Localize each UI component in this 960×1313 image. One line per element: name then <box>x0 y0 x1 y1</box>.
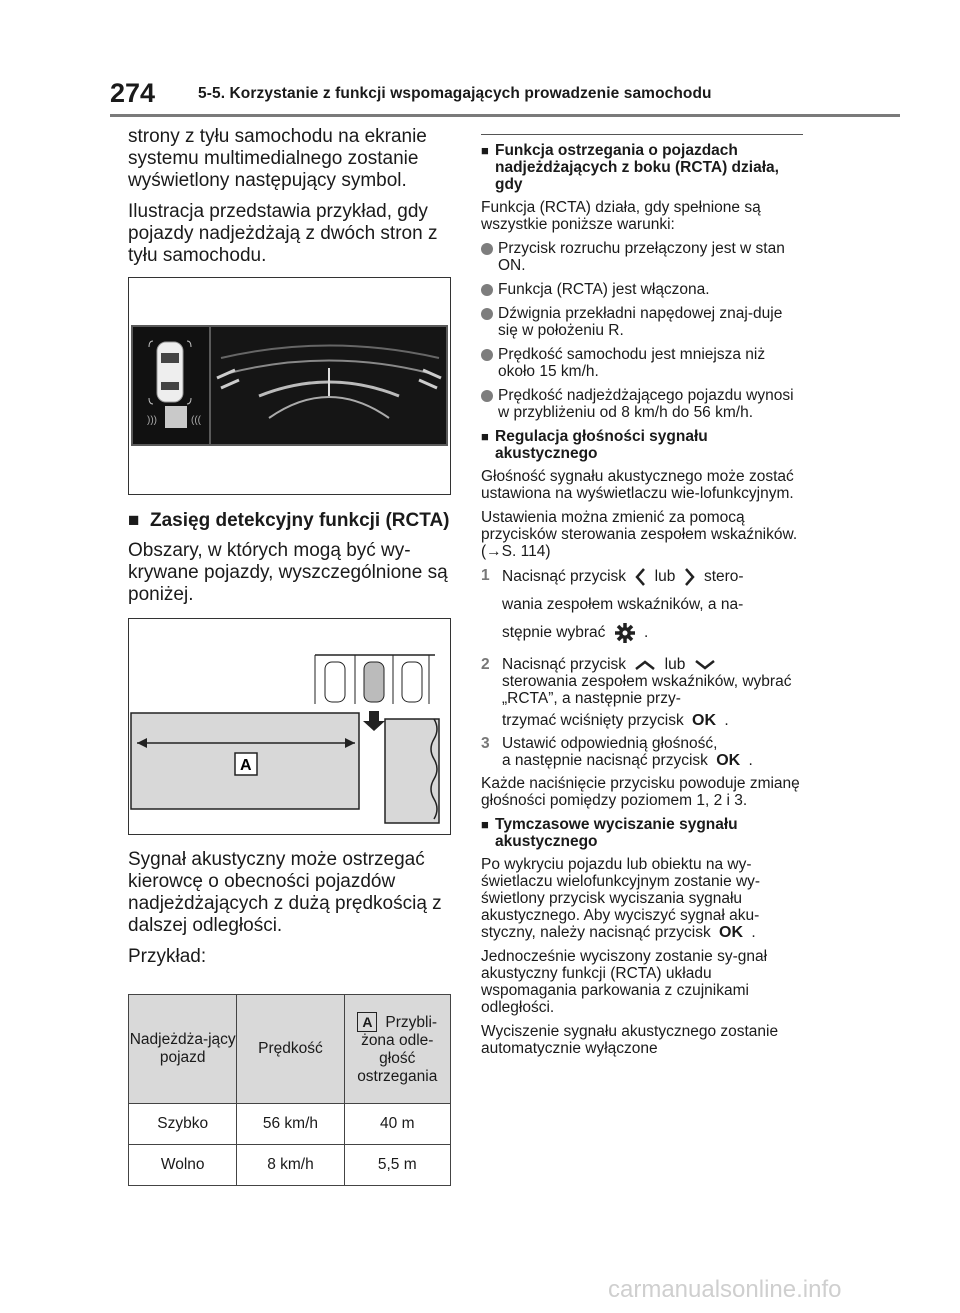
table-cell: Szybko <box>129 1104 237 1145</box>
header-text: Przybli-żona odle-głość ostrzegania <box>357 1014 438 1085</box>
list-item <box>481 305 806 339</box>
section-heading <box>128 509 458 532</box>
step-text: lub <box>654 568 676 586</box>
table-cell: Wolno <box>129 1145 237 1186</box>
step-text: stero- <box>703 568 744 586</box>
step-2 <box>481 656 806 729</box>
step-text: Nacisnąć przycisk <box>502 656 627 673</box>
paragraph: strony z tyłu samochodu na ekranie systemu multimedialnego zostanie wyświetlony następujący symbol. <box>128 126 427 191</box>
paragraph: Głośność sygnału akustycznego może zostać ustawiona na wyświetlaczu wie-lofunkcyjnym. <box>481 468 794 502</box>
heading-marker: ■ <box>481 429 489 444</box>
paragraph: Ilustracja przedstawia przykład, gdy pojazdy nadjeżdżają z dwóch stron z tyłu samochodu. <box>128 201 438 266</box>
svg-text:))): ))) <box>147 415 157 426</box>
section-heading <box>481 816 806 850</box>
step-text: sterowania zespołem wskaźników, wybrać „RCTA”, a następnie przy- <box>502 673 792 707</box>
paragraph-text: Po wykryciu pojazdu lub obiektu na wy-świetlaczu wielofunkcyjnym zostanie wy-świetlony przycisk wyciszania sygnału akustycznego. Aby wyciszyć sygnał aku-styczny, należy nacisnąć przycisk <box>481 856 761 941</box>
step-text: Nacisnąć przycisk <box>502 568 627 586</box>
table-header-cell <box>344 995 450 1104</box>
list-item <box>481 281 806 298</box>
table-header-row <box>129 995 451 1104</box>
table-cell: 56 km/h <box>237 1104 344 1145</box>
step-text: . <box>748 752 753 769</box>
warning-distance-table <box>128 994 451 1186</box>
table-row <box>129 1145 451 1186</box>
multimedia-screen-figure <box>129 278 450 494</box>
gear-icon <box>614 622 636 644</box>
section-heading <box>481 428 806 462</box>
chevron-up-icon <box>634 659 656 671</box>
column-divider <box>481 134 803 135</box>
step-text: a następnie nacisnąć przycisk <box>502 752 708 769</box>
heading-text: Zasięg detekcyjny funkcji (RCTA) <box>150 510 450 531</box>
right-column <box>481 142 806 1064</box>
step-text: . <box>724 712 729 729</box>
heading-marker: ■ <box>481 817 489 832</box>
left-column <box>128 126 458 1186</box>
paragraph: Przykład: <box>128 946 207 967</box>
heading-text: Regulacja głośności sygnału akustycznego <box>495 428 708 462</box>
heading-text: Tymczasowe wyciszanie sygnału akustycznego <box>495 816 738 850</box>
step-text: Ustawić odpowiednią głośność, <box>502 735 718 752</box>
step-number: 3 <box>481 735 490 752</box>
list-item-text: Prędkość samochodu jest mniejsza niż około 15 km/h. <box>498 346 766 380</box>
paragraph: Funkcja (RCTA) działa, gdy spełnione są wszystkie poniższe warunki: <box>481 199 761 233</box>
list-item-text: Prędkość nadjeżdżającego pojazdu wynosi w przybliżeniu od 8 km/h do 56 km/h. <box>498 387 794 421</box>
watermark: carmanualsonline.info <box>608 1276 842 1303</box>
step-3 <box>481 735 806 769</box>
table-header-cell: Nadjeżdża-jący pojazd <box>129 995 237 1104</box>
paragraph: Obszary, w których mogą być wy-krywane pojazdy, wyszczególnione są poniżej. <box>128 540 448 605</box>
table-row <box>129 1104 451 1145</box>
table-header-cell: Prędkość <box>237 995 344 1104</box>
section-title: 5-5. Korzystanie z funkcji wspomagających prowadzenie samochodu <box>198 85 712 102</box>
heading-marker: ■ <box>481 143 489 158</box>
ok-button-icon: OK <box>692 712 717 729</box>
paragraph: Wyciszenie sygnału akustycznego zostanie automatycznie wyłączone <box>481 1023 779 1057</box>
chevron-left-icon <box>634 567 646 587</box>
paragraph-text: . <box>751 924 756 941</box>
step-1 <box>481 567 806 650</box>
label-a-badge: A <box>357 1012 377 1032</box>
section-heading <box>481 142 806 193</box>
step-text: lub <box>664 656 686 673</box>
table-cell: 5,5 m <box>344 1145 450 1186</box>
paragraph: Jednocześnie wyciszony zostanie sy-gnał akustyczny funkcji (RCTA) układu wspomagania parkowania z czujnikami odległości. <box>481 948 768 1016</box>
table-cell: 40 m <box>344 1104 450 1145</box>
step-text: wania zespołem wskaźników, a na- <box>502 596 744 613</box>
paragraph: Ustawienia można zmienić za pomocą przycisków sterowania zespołem wskaźników. (→S. 114) <box>481 509 798 560</box>
step-text: . <box>644 624 649 642</box>
step-text: trzymać wciśnięty przycisk <box>502 712 684 729</box>
list-item-text: Przycisk rozruchu przełączony jest w stan ON. <box>498 240 785 274</box>
ok-button-icon: OK <box>719 924 744 941</box>
paragraph: Sygnał akustyczny może ostrzegać kierowcę o obecności pojazdów nadjeżdżających z dużą prędkością z dalszej odległości. <box>128 849 442 936</box>
step-text: stępnie wybrać <box>502 624 606 642</box>
header-divider <box>110 114 900 117</box>
ok-button-icon: OK <box>716 752 741 769</box>
page-number: 274 <box>110 78 156 108</box>
figure-label-a: A <box>240 757 252 774</box>
chevron-right-icon <box>684 567 696 587</box>
chevron-down-icon <box>694 659 716 671</box>
heading-text: Funkcja ostrzegania o pojazdach nadjeżdżających z boku (RCTA) działa, gdy <box>495 142 779 193</box>
list-item <box>481 240 806 274</box>
paragraph: Każde naciśnięcie przycisku powoduje zmianę głośności pomiędzy poziomem 1, 2 i 3. <box>481 775 800 809</box>
list-item-text: Dźwignia przekładni napędowej znaj-duje się w położeniu R. <box>498 305 783 339</box>
step-number: 1 <box>481 567 490 584</box>
detection-range-illustration <box>128 618 451 835</box>
list-item <box>481 346 806 380</box>
list-item-text: Funkcja (RCTA) jest włączona. <box>498 281 710 298</box>
list-item <box>481 387 806 421</box>
svg-text:(((: ((( <box>191 415 201 426</box>
parking-lot-figure <box>129 619 450 834</box>
rcta-display-illustration <box>128 277 451 495</box>
paragraph <box>481 856 806 941</box>
heading-marker: ■ <box>128 510 140 531</box>
table-cell: 8 km/h <box>237 1145 344 1186</box>
step-number: 2 <box>481 656 490 673</box>
